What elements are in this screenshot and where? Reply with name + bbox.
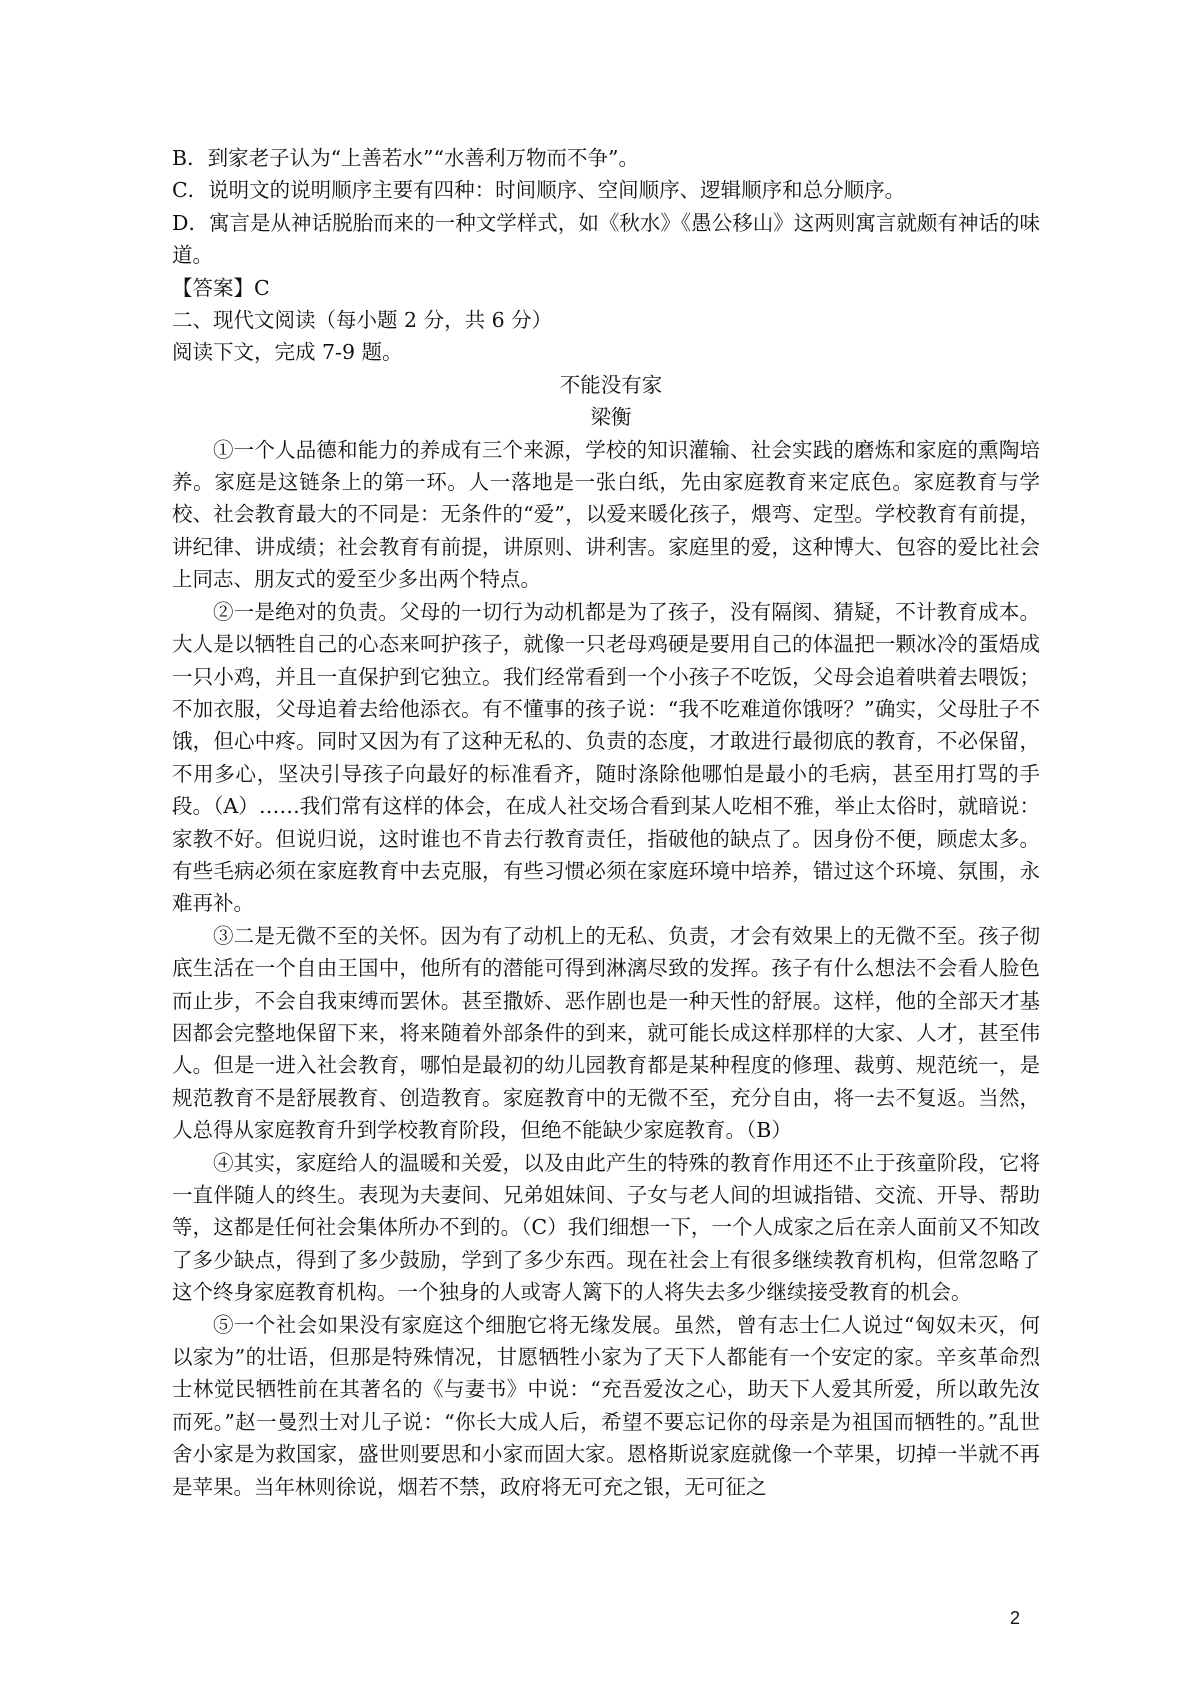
article-paragraph-4: ④其实，家庭给人的温暖和关爱，以及由此产生的特殊的教育作用还不止于孩童阶段，它将一直伴随人的终生。表现为夫妻间、兄弟姐妹间、子女与老人间的坦诚指错、交流、开导、帮助等，这都是任何社会集体所办不到的。（C）我们细想一下，一个人成家之后在亲人面前又不知改了多少缺点，得到了多少鼓励，学到了多少东西。现在社会上有很多继续教育机构，但常忽略了这个终身家庭教育机构。一个独身的人或寄人篱下的人将失去多少继续接受教育的机会。 [172, 1150, 1040, 1305]
page-number: 2 [1010, 1608, 1021, 1628]
section-heading: 二、现代文阅读（每小题 2 分，共 6 分） [172, 308, 553, 333]
option-c: C．说明文的说明顺序主要有四种：时间顺序、空间顺序、逻辑顺序和总分顺序。 [172, 178, 906, 203]
answer-line: 【答案】C [172, 275, 270, 300]
article-paragraph-2: ②一是绝对的负责。父母的一切行为动机都是为了孩子，没有隔阂、猜疑，不计教育成本。大人是以牺牲自己的心态来呵护孩子，就像一只老母鸡硬是要用自己的体温把一颗冰冷的蛋焐成一只小鸡，并且一直保护到它独立。我们经常看到一个小孩子不吃饭，父母会追着哄着去喂饭；不加衣服，父母追着去给他添衣。有不懂事的孩子说：“我不吃难道你饿呀？”确实，父母肚子不饿，但心中疼。同时又因为有了这种无私的、负责的态度，才敢进行最彻底的教育，不必保留，不用多心，坚决引导孩子向最好的标准看齐，随时涤除他哪怕是最小的毛病，甚至用打骂的手段。（A）……我们常有这样的体会，在成人社交场合看到某人吃相不雅，举止太俗时，就暗说：家教不好。但说归说，这时谁也不肯去行教育责任，指破他的缺点了。因身份不便，顾虑太多。有些毛病必须在家庭教育中去克服，有些习惯必须在家庭环境中培养，错过这个环境、氛围，永难再补。 [172, 599, 1040, 916]
article-paragraph-3: ③二是无微不至的关怀。因为有了动机上的无私、负责，才会有效果上的无微不至。孩子彻底生活在一个自由王国中，他所有的潜能可得到淋漓尽致的发挥。孩子有什么想法不会看人脸色而止步，不会自我束缚而罢休。甚至撒娇、恶作剧也是一种天性的舒展。这样，他的全部天才基因都会完整地保留下来，将来随着外部条件的到来，就可能长成这样那样的大家、人才，甚至伟人。但是一进入社会教育，哪怕是最初的幼儿园教育都是某种程度的修理、裁剪、规范统一，是规范教育不是舒展教育、创造教育。家庭教育中的无微不至，充分自由，将一去不复返。当然，人总得从家庭教育升到学校教育阶段，但绝不能缺少家庭教育。（B） [172, 923, 1040, 1143]
article-paragraph-1: ①一个人品德和能力的养成有三个来源，学校的知识灌输、社会实践的磨炼和家庭的熏陶培养。家庭是这链条上的第一环。人一落地是一张白纸，先由家庭教育来定底色。家庭教育与学校、社会教育最大的不同是：无条件的“爱”，以爱来暖化孩子，煨弯、定型。学校教育有前提，讲纪律、讲成绩；社会教育有前提，讲原则、讲利害。家庭里的爱，这种博大、包容的爱比社会上同志、朋友式的爱至少多出两个特点。 [172, 437, 1040, 592]
page-content [172, 142, 1040, 1503]
option-d: D．寓言是从神话脱胎而来的一种文学样式，如《秋水》《愚公移山》这两则寓言就颇有神话的味道。 [172, 210, 1040, 268]
option-b: B．到家老子认为“上善若水”“水善利万物而不争”。 [172, 146, 639, 170]
article-paragraph-5: ⑤一个社会如果没有家庭这个细胞它将无缘发展。虽然，曾有志士仁人说过“匈奴未灭，何以家为”的壮语，但那是特殊情况，甘愿牺牲小家为了天下人都能有一个安定的家。辛亥革命烈士林觉民牺牲前在其著名的《与妻书》中说：“充吾爱汝之心，助天下人爱其所爱，所以敢先汝而死。”赵一曼烈士对儿子说：“你长大成人后，希望不要忘记你的母亲是为祖国而牺牲的。”乱世舍小家是为救国家，盛世则要思和小家而固大家。恩格斯说家庭就像一个苹果，切掉一半就不再是苹果。当年林则徐说，烟若不禁，政府将无可充之银，无可征之 [172, 1312, 1040, 1499]
article-title: 不能没有家 [559, 372, 663, 397]
article-author: 梁衡 [590, 405, 632, 430]
section-instruction: 阅读下文，完成 7-9 题。 [172, 340, 403, 365]
